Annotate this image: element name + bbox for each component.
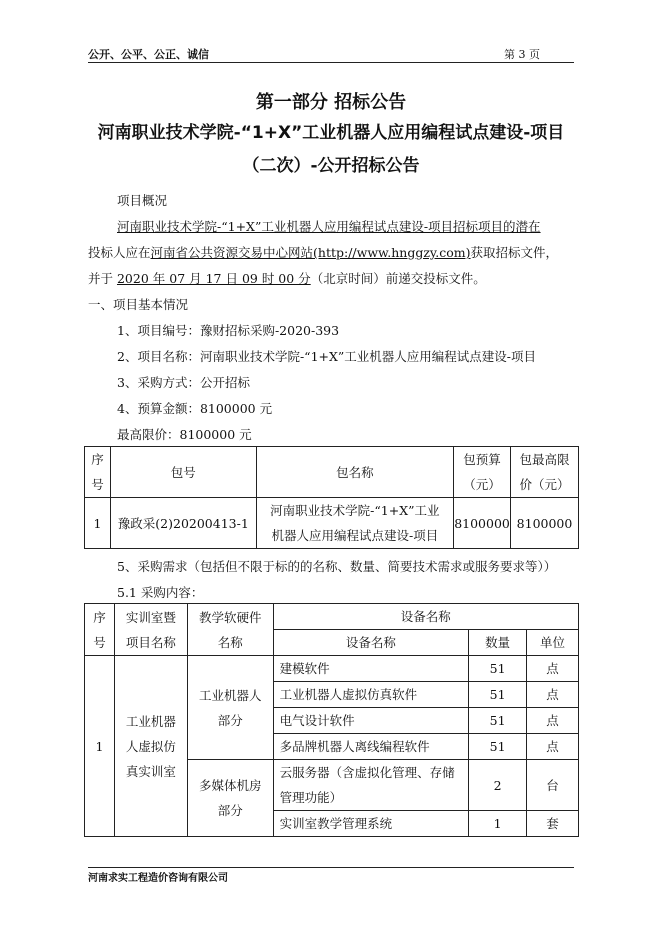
page-header — [88, 44, 574, 63]
procurement-method: 3、采购方式：公开招标 — [117, 375, 250, 390]
group2-2: 部分 — [217, 803, 243, 818]
budget-amount: 4、预算金额：8100000 元 — [117, 401, 273, 416]
c-h-no-2: 号 — [93, 634, 106, 650]
cell-qty: 2 — [469, 760, 527, 811]
cell-equip: 多品牌机器人离线编程软件 — [273, 734, 469, 760]
cell-name — [256, 498, 453, 549]
header-cell — [454, 447, 511, 498]
overview-line2 — [88, 243, 558, 261]
cell-qty: 51 — [469, 708, 527, 734]
overview-heading: 项目概况 — [117, 193, 168, 208]
page-title: 第一部分 招标公告 — [255, 92, 407, 113]
cell-unit: 点 — [527, 734, 579, 760]
room-1: 工业机器 — [125, 713, 176, 729]
h-budget-1: 包预算 — [463, 452, 501, 467]
name-l2: 机器人应用编程试点建设-项目 — [271, 528, 439, 543]
h-max-2: 价（元） — [519, 477, 570, 492]
page-number: 第 3 页 — [504, 48, 540, 61]
cell-code: 豫政采(2)20200413-1 — [110, 498, 256, 549]
group1-2: 部分 — [217, 712, 243, 728]
overview-l2c: 获取招标文件， — [470, 245, 559, 260]
overview-l3c: （北京时间）前递交投标文件。 — [310, 271, 486, 286]
footer-company: 河南求实工程造价咨询有限公司 — [88, 873, 228, 884]
group1-1: 工业机器人 — [198, 687, 262, 703]
project-number: 1、项目编号：豫财招标采购-2020-393 — [117, 323, 340, 338]
cell-unit: 套 — [527, 811, 579, 837]
h-max-1: 包最高限 — [519, 452, 570, 467]
table-row — [85, 498, 579, 549]
cell-no: 1 — [85, 656, 115, 837]
header-cell — [187, 604, 273, 656]
cell-qty: 1 — [469, 811, 527, 837]
notice-title-line1: 河南职业技术学院-“1+X”工业机器人应用编程试点建设-项目 — [97, 123, 565, 143]
cell-no: 1 — [85, 498, 111, 549]
cell-group — [187, 760, 273, 837]
server-l2: 管理功能） — [279, 790, 343, 805]
cell-unit: 台 — [527, 760, 579, 811]
table-row — [85, 447, 579, 498]
cell-qty: 51 — [469, 682, 527, 708]
cell-qty: 51 — [469, 656, 527, 682]
header-cell: 设备名称 — [273, 604, 578, 630]
room-3: 真实训室 — [125, 763, 176, 779]
c-h-part-2: 名称 — [217, 634, 243, 650]
c-h-part-1: 教学软硬件 — [198, 609, 262, 625]
cell-unit: 点 — [527, 656, 579, 682]
c-h-no-1: 序 — [93, 609, 106, 625]
cell-equip: 电气设计软件 — [273, 708, 469, 734]
project-name: 2、项目名称：河南职业技术学院-“1+X”工业机器人应用编程试点建设-项目 — [117, 349, 537, 364]
content-table — [84, 603, 579, 837]
overview-line1 — [117, 217, 541, 235]
cell-equip — [273, 760, 469, 811]
header-cell: 设备名称 — [273, 630, 469, 656]
header-cell — [85, 604, 115, 656]
deadline: 2020 年 07 月 17 日 09 时 00 分 — [116, 271, 311, 286]
cell-equip: 工业机器人虚拟仿真软件 — [273, 682, 469, 708]
server-l1: 云服务器（含虚拟化管理、存储 — [279, 765, 455, 780]
cell-room — [114, 656, 187, 837]
item51: 5.1 采购内容： — [117, 585, 204, 600]
header-cell: 包名称 — [256, 447, 453, 498]
notice-title-line2: （二次）-公开招标公告 — [242, 156, 420, 176]
h-no-2: 号 — [91, 477, 104, 492]
header-cell: 包号 — [110, 447, 256, 498]
table-row — [85, 604, 579, 630]
cell-qty: 51 — [469, 734, 527, 760]
room-2: 人虚拟仿 — [125, 738, 176, 754]
website-link[interactable]: 河南省公共资源交易中心网站(http://www.hnggzy.com) — [150, 245, 471, 260]
c-h-room-2: 项目名称 — [125, 634, 176, 650]
cell-unit: 点 — [527, 708, 579, 734]
cell-budget: 8100000 — [454, 498, 511, 549]
item5: 5、采购需求（包括但不限于标的的名称、数量、简要技术需求或服务要求等）） — [117, 559, 557, 574]
cell-unit: 点 — [527, 682, 579, 708]
header-motto: 公开、公平、公正、诚信 — [88, 48, 209, 61]
header-cell — [114, 604, 187, 656]
section1-heading: 一、项目基本情况 — [88, 297, 189, 312]
cell-equip: 建模软件 — [273, 656, 469, 682]
cell-group — [187, 656, 273, 760]
h-budget-2: （元） — [463, 477, 501, 492]
max-price: 最高限价：8100000 元 — [117, 427, 252, 442]
cell-equip: 实训室教学管理系统 — [273, 811, 469, 837]
cell-max: 8100000 — [511, 498, 579, 549]
overview-l3a: 并于 — [88, 271, 117, 286]
overview-line3 — [88, 269, 486, 287]
header-cell: 数量 — [469, 630, 527, 656]
group2-1: 多媒体机房 — [198, 778, 262, 793]
table-row — [85, 656, 579, 682]
header-cell — [511, 447, 579, 498]
package-table — [84, 446, 579, 549]
c-h-room-1: 实训室暨 — [125, 609, 176, 625]
footer-divider — [88, 867, 574, 868]
h-no-1: 序 — [91, 452, 104, 467]
name-l1: 河南职业技术学院-“1+X”工业 — [270, 503, 440, 518]
header-cell: 单位 — [527, 630, 579, 656]
overview-l2a: 投标人应在 — [88, 245, 151, 260]
header-cell — [85, 447, 111, 498]
overview-line1-text: 河南职业技术学院-“1+X”工业机器人应用编程试点建设-项目招标项目的潜在 — [117, 219, 541, 234]
